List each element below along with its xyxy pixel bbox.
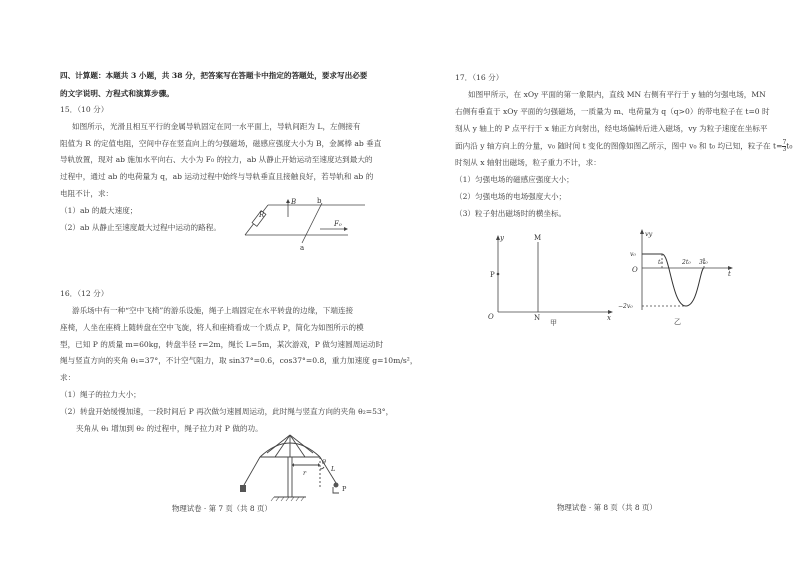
q15-line-3: 导轨放置，现对 ab 施加水平向右、大小为 F₀ 的拉力，ab 从静止开始运动至速度达到最大的 — [60, 155, 373, 164]
label-M: M — [534, 234, 542, 242]
q16-sub1: （1）绳子的拉力大小； — [60, 390, 141, 399]
q15-sub2: （2）ab 从静止至速度最大过程中运动的路程。 — [60, 223, 221, 232]
label-x: x — [607, 314, 611, 322]
section-header-line2: 的文字说明、方程式和演算步骤。 — [60, 89, 174, 98]
label-P: P — [342, 485, 347, 493]
q16-line-2: 座椅，人坐在座椅上随转盘在空中飞旋，将人和座椅看成一个质点 P，简化为如图所示的模 — [60, 323, 364, 332]
label-3t0: 3t₀ — [699, 259, 708, 266]
q16-line-3: 型，已知 P 的质量 m=60kg，转盘半径 r=2m，绳长 L=5m，某次游戏，P 做匀速圆周运动时 — [60, 340, 384, 349]
q17-line-2: 右侧有垂直于 xOy 平面的匀强磁场，一质量为 m、电荷量为 q（q>0）的带电粒子在 t=0 时 — [455, 107, 770, 116]
label-neg-2v0: −2v₀ — [618, 303, 633, 310]
label-y: y — [500, 234, 504, 242]
q15-title: 15．（10 分） — [60, 105, 109, 114]
q15-line-4: 过程中，通过 ab 的电荷量为 q，ab 运动过程中始终与导轨垂直且接触良好，若导轨和 ab 的 — [60, 172, 374, 181]
q17-sub3: （3）粒子射出磁场时的横坐标。 — [455, 209, 567, 218]
q16-line-4: 绳与竖直方向的夹角 θ₁=37°，不计空气阻力，取 sin37°=0.6，cos37°=0.8，重力加速度 g=10m/s²， — [60, 356, 418, 365]
q16-sub2b: 夹角从 θ₁ 增加到 θ₂ 的过程中，绳子拉力对 P 做的功。 — [76, 424, 263, 433]
q17-frac-tail: t₀ — [786, 141, 793, 151]
q16-swing-figure — [232, 425, 372, 515]
label-P-jia: P — [490, 271, 495, 279]
section-header-line1: 四、计算题：本题共 3 小题，共 38 分，把答案写在答题卡中指定的答题处，要求写出必要 — [60, 71, 368, 80]
q15-rails-figure — [240, 195, 370, 250]
q16-title: 16．（12 分） — [60, 289, 109, 298]
q17-line-3: 刻从 y 轴上的 P 点平行于 x 轴正方向射出，经电场偏转后进入磁场，vy 为粒子速度在坐标平 — [455, 124, 768, 133]
q17-title: 17．（16 分） — [455, 73, 504, 82]
q16-line-1: 游乐场中有一种“空中飞椅”的游乐设施，绳子上端固定在水平转盘的边缘，下端连接 — [72, 306, 354, 315]
label-2t0: 2t₀ — [682, 259, 691, 266]
label-vy: vy — [645, 230, 653, 238]
label-R: R — [259, 211, 265, 219]
q16-sub2: （2）转盘开始缓慢加速，一段时间后 P 再次做匀速圆周运动，此时绳与竖直方向的夹角 θ₂=53°， — [60, 407, 394, 416]
label-t: t — [728, 270, 731, 278]
label-N: N — [534, 314, 541, 322]
q15-line-1: 如图所示，光滑且相互平行的金属导轨固定在同一水平面上，导轨间距为 L，左侧接有 — [72, 122, 361, 131]
page8-footer: 物理试卷 · 第 8 页（共 8 页） — [557, 503, 657, 512]
q17-line-5: 时刻从 x 轴射出磁场，粒子重力不计，求： — [455, 158, 601, 167]
label-t0: t₀ — [658, 259, 663, 266]
label-r: r — [303, 469, 307, 477]
label-b: b — [317, 197, 322, 205]
q17-sub1: （1）匀强电场的磁感应强度大小； — [455, 175, 574, 184]
q17-line-4 — [455, 140, 792, 153]
caption-yi: 乙 — [674, 318, 681, 326]
figure-jia — [488, 232, 620, 327]
q15-sub1: （1）ab 的最大速度； — [60, 206, 138, 215]
label-theta: θ — [322, 458, 326, 466]
q17-line-4-text: 面内沿 y 轴方向上的分量，v₀ 随时间 t 变化的图像如图乙所示，图中 v₀ 和 t₀ 均已知，粒子在 t= — [455, 141, 783, 151]
figure-yi — [618, 228, 738, 328]
label-L: L — [331, 465, 336, 473]
q17-line-1: 如图甲所示，在 xOy 平面的第一象限内，直线 MN 右侧有平行于 y 轴的匀强电场，MN — [468, 90, 766, 99]
vy-curve — [642, 254, 704, 306]
label-O-yi: O — [632, 266, 638, 274]
label-O-jia: O — [488, 313, 494, 321]
fraction-7-3: $\frac{7}{3}$ — [782, 139, 787, 153]
page7-footer: 物理试卷 · 第 7 页（共 8 页） — [172, 504, 272, 513]
caption-jia: 甲 — [550, 319, 557, 327]
page-right — [400, 0, 800, 566]
q16-line-5: 求： — [60, 373, 76, 382]
label-B: B — [291, 198, 297, 206]
label-F0: F₀ — [334, 220, 342, 228]
label-a: a — [300, 244, 305, 252]
label-v0: v₀ — [630, 251, 636, 258]
q17-sub2: （2）匀强电场的电场强度大小； — [455, 192, 567, 201]
q15-line-5: 电阻不计，求： — [60, 189, 114, 198]
q15-line-2: 阻值为 R 的定值电阻，空间中存在竖直向上的匀强磁场，磁感应强度大小为 B，金属棒 ab 垂直 — [60, 139, 382, 148]
